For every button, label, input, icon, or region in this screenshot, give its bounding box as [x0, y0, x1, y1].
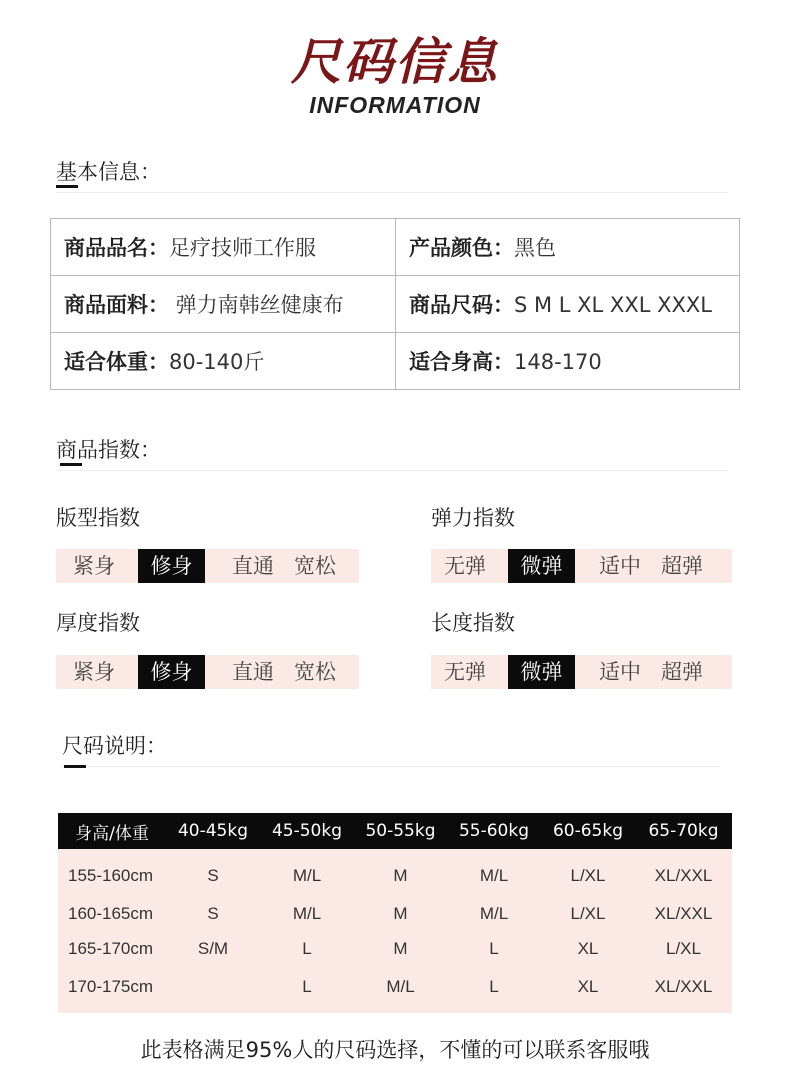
size-chart-divider [62, 766, 720, 767]
fit-index-bar [56, 549, 359, 583]
sizes-value: S M L XL XXL XXXL [514, 293, 712, 317]
basic-info-row [51, 276, 740, 333]
basic-info-cell [396, 219, 740, 276]
size-chart-header-cell: 65-70kg [635, 813, 732, 849]
table-cell: 155-160cm [58, 849, 166, 896]
length-index-label: 长度指数 [431, 611, 515, 635]
fabric-value: 弹力南韩丝健康布 [169, 293, 344, 317]
fit-index-option: 紧身 [73, 554, 115, 578]
stretch-index-option: 超弹 [661, 554, 703, 578]
fit-index-option: 直通 [232, 554, 274, 578]
basic-info-row [51, 333, 740, 390]
fit-index-label: 版型指数 [56, 506, 140, 530]
fit-index-option: 宽松 [294, 554, 336, 578]
table-cell: L [447, 931, 541, 966]
table-cell: S/M [166, 931, 260, 966]
product-color-value: 黑色 [514, 236, 556, 260]
table-cell [166, 966, 260, 1013]
table-cell: L [260, 966, 354, 1013]
length-index-option-selected: 微弹 [508, 655, 575, 689]
table-row [58, 966, 732, 1013]
product-color-label: 产品颜色： [409, 236, 514, 260]
sizes-label: 商品尺码： [409, 293, 514, 317]
table-cell: XL/XXL [635, 896, 732, 931]
thickness-index-option: 紧身 [73, 660, 115, 684]
basic-info-cell [51, 219, 396, 276]
stretch-index-bar [431, 549, 732, 583]
thickness-index-option: 宽松 [294, 660, 336, 684]
length-index-bar [431, 655, 732, 689]
basic-info-table [50, 218, 740, 390]
weight-value: 80-140斤 [169, 350, 265, 374]
table-cell: M/L [447, 849, 541, 896]
basic-info-cell [396, 276, 740, 333]
fabric-label: 商品面料： [64, 293, 169, 317]
basic-info-divider [56, 192, 728, 193]
table-row [58, 931, 732, 966]
table-cell: XL [541, 931, 635, 966]
page-header [0, 34, 790, 118]
size-chart-mark [64, 765, 86, 768]
table-cell: XL/XXL [635, 849, 732, 896]
table-cell: L/XL [541, 896, 635, 931]
table-cell: L/XL [635, 931, 732, 966]
table-cell: M [354, 849, 447, 896]
size-chart-title: 尺码说明： [62, 734, 167, 758]
table-cell: L [447, 966, 541, 1013]
basic-info-cell [51, 276, 396, 333]
product-name-value: 足疗技师工作服 [169, 236, 316, 260]
table-cell: S [166, 896, 260, 931]
size-chart-header-cell: 身高/体重 [58, 813, 166, 849]
table-cell: XL/XXL [635, 966, 732, 1013]
stretch-index-option: 适中 [599, 554, 641, 578]
fit-index-option-selected: 修身 [138, 549, 205, 583]
thickness-index-label: 厚度指数 [56, 611, 140, 635]
product-index-divider [56, 470, 728, 471]
table-cell: M/L [354, 966, 447, 1013]
height-label: 适合身高： [409, 350, 514, 374]
basic-info-cell [396, 333, 740, 390]
table-cell: 165-170cm [58, 931, 166, 966]
product-index-title: 商品指数： [56, 438, 161, 462]
table-cell: 160-165cm [58, 896, 166, 931]
table-row [58, 896, 732, 931]
size-chart-header-cell: 40-45kg [166, 813, 260, 849]
table-cell: M/L [260, 896, 354, 931]
basic-info-row [51, 219, 740, 276]
stretch-index-label: 弹力指数 [431, 506, 515, 530]
size-chart-header-cell: 60-65kg [541, 813, 635, 849]
size-chart-table [58, 813, 732, 1013]
basic-info-mark [56, 185, 78, 188]
weight-label: 适合体重： [64, 350, 169, 374]
stretch-index-option-selected: 微弹 [508, 549, 575, 583]
table-cell: L [260, 931, 354, 966]
height-value: 148-170 [514, 350, 602, 374]
size-chart-header-cell: 50-55kg [354, 813, 447, 849]
table-cell: M [354, 931, 447, 966]
size-chart-header-cell: 45-50kg [260, 813, 354, 849]
table-cell: M [354, 896, 447, 931]
table-cell: S [166, 849, 260, 896]
thickness-index-option: 直通 [232, 660, 274, 684]
basic-info-cell [51, 333, 396, 390]
size-chart-header-row [58, 813, 732, 849]
product-index-mark [60, 463, 82, 466]
basic-info-title: 基本信息： [56, 160, 161, 184]
size-chart-header-cell: 55-60kg [447, 813, 541, 849]
length-index-option: 无弹 [444, 660, 486, 684]
table-row [58, 849, 732, 896]
table-cell: 170-175cm [58, 966, 166, 1013]
stretch-index-option: 无弹 [444, 554, 486, 578]
thickness-index-option-selected: 修身 [138, 655, 205, 689]
length-index-option: 超弹 [661, 660, 703, 684]
table-cell: L/XL [541, 849, 635, 896]
product-name-label: 商品品名： [64, 236, 169, 260]
page-subtitle: INFORMATION [309, 92, 481, 118]
page-title: 尺码信息 [291, 33, 499, 91]
footer-note: 此表格满足95%人的尺码选择，不懂的可以联系客服哦 [140, 1038, 650, 1062]
table-cell: M/L [260, 849, 354, 896]
table-cell: M/L [447, 896, 541, 931]
table-cell: XL [541, 966, 635, 1013]
thickness-index-bar [56, 655, 359, 689]
length-index-option: 适中 [599, 660, 641, 684]
